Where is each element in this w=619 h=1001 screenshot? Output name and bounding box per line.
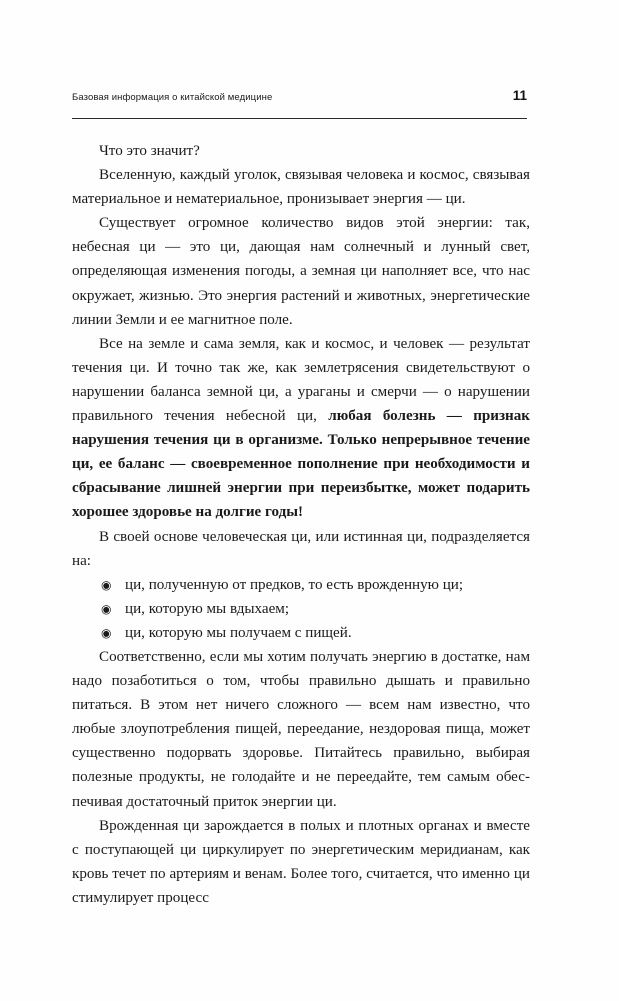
qi-sources-list [72,573,530,645]
paragraph-true-qi: В своей основе человеческая ци, или истинная ци, подразделяется на: [72,528,530,569]
list-item-label: ци, которую мы вдыхаем; [125,600,290,617]
paragraph-universe: Вселенную, каждый уголок, связывая человека и космос, связывая материальное и нематериальное, пронизывает энергия — ци. [72,167,530,208]
list-item [72,597,530,621]
bullet-icon: ◉ [101,601,112,616]
header-divider-rule [72,118,527,119]
page-number: 11 [512,88,527,103]
paragraph-balance-lead: Все на земле и сама земля, как и космос, и человек — результат течения ци. И точно так же, как землетрясения свидетельствуют о нарушении баланса земной ци, а ураганы и смерчи — о нарушении правильного течения небесной ци, [72,335,530,425]
paragraph-meridians: Врожденная ци зарождается в полых и плотных органах и вместе с поступающей ци циркулирует по энергетическим меридианам, как кровь течет по артериям и венам. Более того, считается, что именно ци стимулирует процесс [72,817,530,906]
list-item-label: ци, которую мы получаем с пищей. [125,624,352,641]
bullet-icon: ◉ [101,625,112,640]
paragraph-question: Что это значит? [99,143,200,159]
paragraph-nutrition: Соответственно, если мы хотим получать энергию в достатке, нам надо позаботиться о том, чтобы правильно дышать и правильно питаться. В этом нет ничего сложного — всем нам известно, что любые злоупотребления пищей, переедание, нездоровая пища, может существенно подорвать здоровье. Питайтесь правильно, выбирая полезные продукты, не голодайте и не переедайте, тем самым обеспечивая достаточный приток энергии ци. [72,648,530,810]
list-item-label: ци, полученную от предков, то есть врожденную ци; [125,576,464,593]
page-header [72,88,527,103]
page-body [72,139,530,910]
list-item [72,621,530,645]
paragraph-balance [72,332,530,525]
bullet-icon: ◉ [101,577,112,592]
paragraph-qi-types: Существует огромное количество видов этой энергии: так, небесная ци — это ци, дающая нам солнечный и лунный свет, определяющая изменения погоды, а земная ци наполняет все, что нас окружает, жизнью. Это энергия растений и животных, энергетические линии Земли и ее магнитное поле. [72,215,530,328]
paragraph-balance-emphasis: любая болезнь — признак нарушения течения ци в организме. Только непрерывное течение ци, ее баланс — своевременное пополнение при необходимости и сбрасывание лишней энергии при переизбытке, может подарить хорошее здоровье на долгие годы! [72,408,530,521]
list-item [72,573,530,597]
running-head: Базовая информация о китайской медицине [72,92,273,103]
